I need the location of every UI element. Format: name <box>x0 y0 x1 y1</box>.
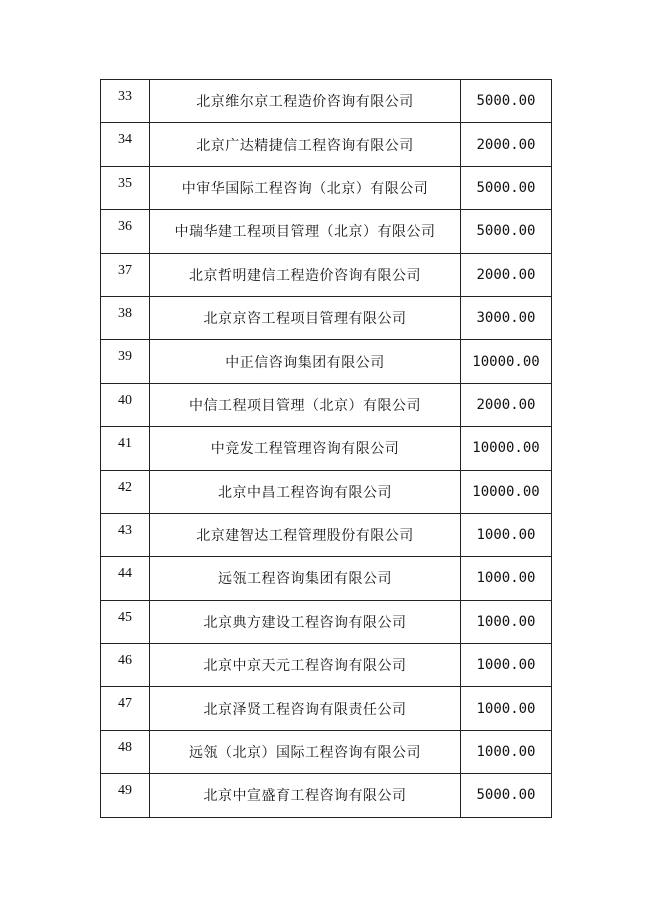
row-number: 45 <box>101 600 150 643</box>
amount: 5000.00 <box>461 210 552 253</box>
company-name: 中竞发工程管理咨询有限公司 <box>150 427 461 470</box>
amount: 2000.00 <box>461 253 552 296</box>
company-name: 北京哲明建信工程造价咨询有限公司 <box>150 253 461 296</box>
row-number: 44 <box>101 557 150 600</box>
table-row <box>101 557 552 600</box>
row-number: 41 <box>101 427 150 470</box>
amount: 5000.00 <box>461 774 552 817</box>
row-number: 33 <box>101 80 150 123</box>
table-row <box>101 80 552 123</box>
row-number: 38 <box>101 296 150 339</box>
amount: 2000.00 <box>461 383 552 426</box>
row-number: 39 <box>101 340 150 383</box>
table-row <box>101 210 552 253</box>
table-row <box>101 470 552 513</box>
amount: 1000.00 <box>461 687 552 730</box>
table-row <box>101 730 552 773</box>
amount: 5000.00 <box>461 80 552 123</box>
table-row <box>101 774 552 817</box>
company-name: 中信工程项目管理（北京）有限公司 <box>150 383 461 426</box>
amount: 10000.00 <box>461 340 552 383</box>
row-number: 49 <box>101 774 150 817</box>
table-body <box>101 80 552 818</box>
amount: 1000.00 <box>461 513 552 556</box>
amount: 10000.00 <box>461 427 552 470</box>
company-name: 北京维尔京工程造价咨询有限公司 <box>150 80 461 123</box>
amount: 10000.00 <box>461 470 552 513</box>
company-name: 北京广达精捷信工程咨询有限公司 <box>150 123 461 166</box>
company-name: 北京中宣盛育工程咨询有限公司 <box>150 774 461 817</box>
amount: 5000.00 <box>461 166 552 209</box>
table-row <box>101 123 552 166</box>
amount: 1000.00 <box>461 644 552 687</box>
company-name: 北京泽贤工程咨询有限责任公司 <box>150 687 461 730</box>
row-number: 35 <box>101 166 150 209</box>
row-number: 43 <box>101 513 150 556</box>
table-row <box>101 253 552 296</box>
table-row <box>101 427 552 470</box>
amount: 1000.00 <box>461 557 552 600</box>
table-row <box>101 644 552 687</box>
company-name: 北京中昌工程咨询有限公司 <box>150 470 461 513</box>
company-name: 远瓴工程咨询集团有限公司 <box>150 557 461 600</box>
amount: 1000.00 <box>461 600 552 643</box>
table-row <box>101 340 552 383</box>
table-row <box>101 296 552 339</box>
table-row <box>101 383 552 426</box>
row-number: 46 <box>101 644 150 687</box>
row-number: 36 <box>101 210 150 253</box>
amount: 1000.00 <box>461 730 552 773</box>
table-row <box>101 513 552 556</box>
company-name: 中瑞华建工程项目管理（北京）有限公司 <box>150 210 461 253</box>
amount: 2000.00 <box>461 123 552 166</box>
company-amount-table <box>100 79 552 818</box>
row-number: 48 <box>101 730 150 773</box>
table-row <box>101 166 552 209</box>
amount: 3000.00 <box>461 296 552 339</box>
table-row <box>101 600 552 643</box>
company-name: 中正信咨询集团有限公司 <box>150 340 461 383</box>
company-name: 远瓴（北京）国际工程咨询有限公司 <box>150 730 461 773</box>
table-row <box>101 687 552 730</box>
company-name: 北京典方建设工程咨询有限公司 <box>150 600 461 643</box>
company-name: 北京建智达工程管理股份有限公司 <box>150 513 461 556</box>
row-number: 42 <box>101 470 150 513</box>
company-name: 中审华国际工程咨询（北京）有限公司 <box>150 166 461 209</box>
company-name: 北京京咨工程项目管理有限公司 <box>150 296 461 339</box>
row-number: 34 <box>101 123 150 166</box>
row-number: 47 <box>101 687 150 730</box>
company-name: 北京中京天元工程咨询有限公司 <box>150 644 461 687</box>
row-number: 37 <box>101 253 150 296</box>
row-number: 40 <box>101 383 150 426</box>
